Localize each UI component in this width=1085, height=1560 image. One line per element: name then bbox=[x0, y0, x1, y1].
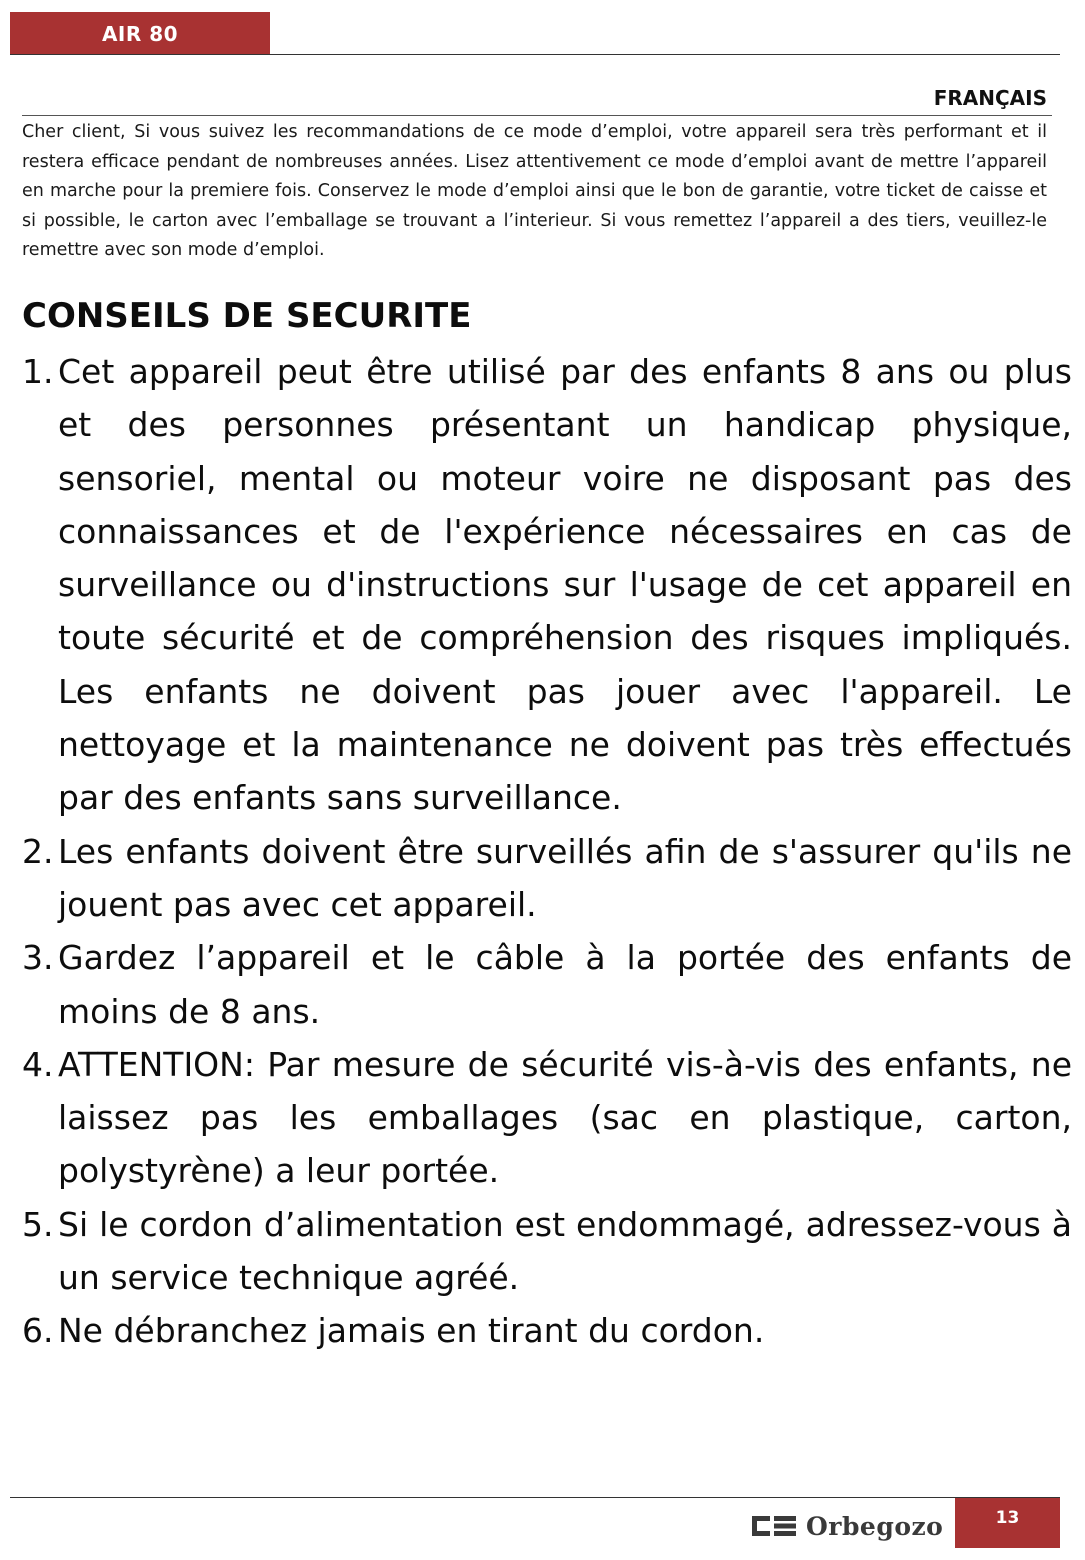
list-item bbox=[22, 1198, 1072, 1305]
item-text: Les enfants doivent être surveillés afin de s'assurer qu'ils ne jouent pas avec cet appareil. bbox=[58, 831, 1072, 924]
item-number: 4. bbox=[22, 1044, 54, 1084]
page-number-box bbox=[955, 1498, 1060, 1548]
model-tab bbox=[10, 12, 270, 55]
list-item bbox=[22, 345, 1072, 825]
brand-logo bbox=[752, 1506, 943, 1546]
item-text: Gardez l’appareil et le câble à la portée des enfants de moins de 8 ans. bbox=[58, 938, 1072, 1031]
page-number: 13 bbox=[995, 1508, 1020, 1528]
model-name: AIR 80 bbox=[101, 21, 179, 46]
list-item bbox=[22, 1304, 1072, 1357]
list-item bbox=[22, 931, 1072, 1038]
item-text: Si le cordon d’alimentation est endommagé, adressez-vous à un service technique agréé. bbox=[58, 1204, 1072, 1298]
brand-name: Orbegozo bbox=[806, 1511, 944, 1541]
list-item bbox=[22, 1038, 1072, 1198]
footer-divider bbox=[10, 1497, 1060, 1498]
section-title: CONSEILS DE SECURITE bbox=[22, 296, 472, 336]
item-number: 1. bbox=[22, 352, 54, 391]
intro-paragraph: Cher client, Si vous suivez les recommandations de ce mode d’emploi, votre appareil sera très performant et il restera efficace pendant de nombreuses années. Lisez attentivement ce mode d’emploi avant de mettre l’appareil en marche pour la premiere fois. Conservez le mode d’emploi ainsi que le bon de garantie, votre ticket de caisse et si possible, le carton avec l’emballage se trouvant a l’interieur. Si vous remettez l’appareil a des tiers, veuillez-le remettre avec son mode d’emploi. bbox=[22, 122, 1047, 260]
brand-mark-icon bbox=[752, 1513, 796, 1539]
language-label: FRANÇAIS bbox=[933, 86, 1047, 110]
item-number: 6. bbox=[22, 1311, 54, 1351]
item-number: 5. bbox=[22, 1204, 54, 1244]
item-number: 3. bbox=[22, 938, 54, 978]
item-text: ATTENTION: Par mesure de sécurité vis-à-vis des enfants, ne laissez pas les emballages (sac en plastique, carton, polystyrène) a leur portée. bbox=[58, 1044, 1072, 1191]
item-number: 2. bbox=[22, 831, 54, 871]
language-divider bbox=[22, 115, 1052, 116]
safety-list bbox=[22, 345, 1072, 1358]
header-divider bbox=[10, 54, 1060, 55]
item-text: Ne débranchez jamais en tirant du cordon. bbox=[58, 1311, 765, 1351]
list-item bbox=[22, 825, 1072, 932]
item-text: Cet appareil peut être utilisé par des enfants 8 ans ou plus et des personnes présentant un handicap physique, sensoriel, mental ou moteur voire ne disposant pas des connaissances et de l'expérience nécessaires en cas de surveillance ou d'instructions sur l'usage de cet appareil en toute sécurité et de compréhension des risques impliqués. Les enfants ne doivent pas jouer avec l'appareil. Le nettoyage et la maintenance ne doivent pas très effectués par des enfants sans surveillance. bbox=[58, 352, 1072, 818]
